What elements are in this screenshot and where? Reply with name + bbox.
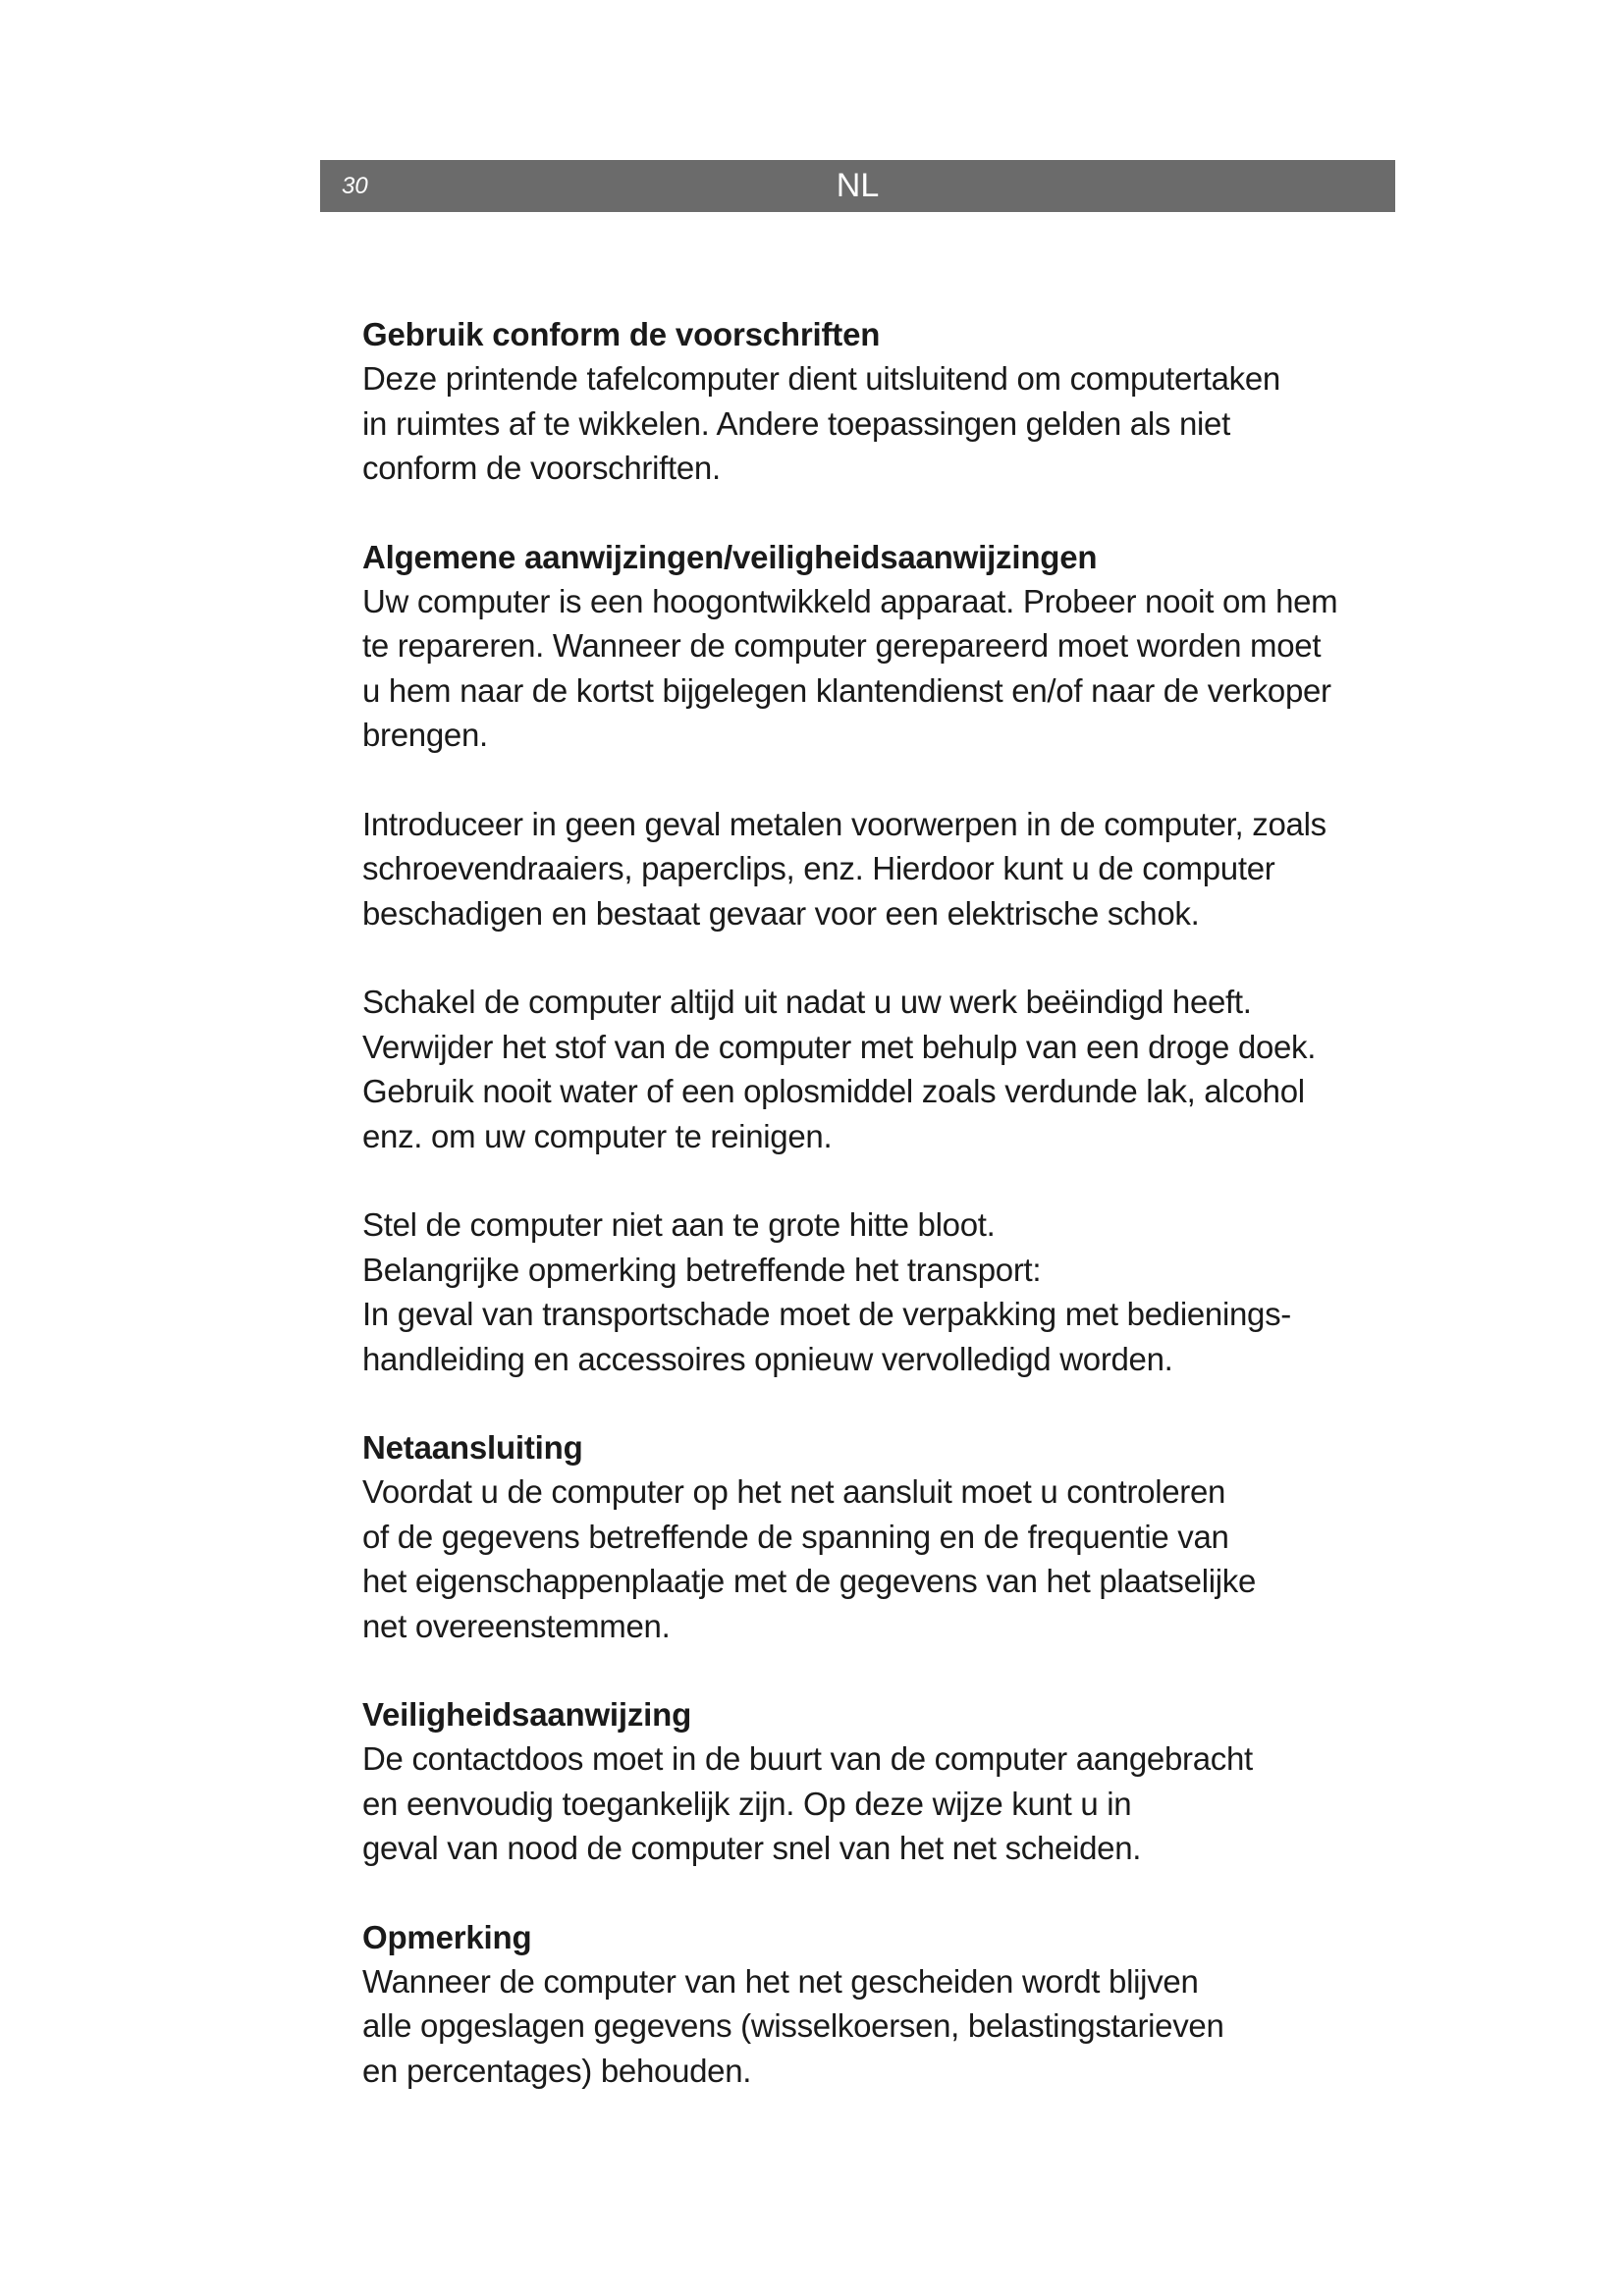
text-line: Stel de computer niet aan te grote hitte bloot. (362, 1206, 996, 1243)
text-line: Wanneer de computer van het net gescheiden wordt blijven (362, 1962, 1199, 2000)
text-line: en percentages) behouden. (362, 2052, 752, 2089)
text-line: Voordat u de computer op het net aansluit moet u controleren (362, 1473, 1226, 1510)
text-line: in ruimtes af te wikkelen. Andere toepassingen gelden als niet (362, 404, 1230, 442)
paragraph (362, 802, 1344, 936)
section-safety-notice (362, 1692, 1344, 1871)
section-heading: Algemene aanwijzingen/veiligheidsaanwijzingen (362, 538, 1098, 575)
text-line: Gebruik nooit water of een oplosmiddel zoals verdunde lak, alcohol (362, 1073, 1305, 1109)
section-heading: Netaansluiting (362, 1429, 583, 1466)
text-line: alle opgeslagen gegevens (wisselkoersen, belastingstarieven (362, 2007, 1224, 2044)
text-line: schroevendraaiers, paperclips, enz. Hierdoor kunt u de computer (362, 850, 1275, 886)
text-line: handleiding en accessoires opnieuw vervolledigd worden. (362, 1340, 1173, 1377)
section-power-connection (362, 1425, 1344, 1648)
text-line: brengen. (362, 717, 488, 753)
page-header-bar (320, 160, 1395, 212)
text-line: Schakel de computer altijd uit nadat u uw werk beëindigd heeft. (362, 984, 1252, 1020)
text-line: net overeenstemmen. (362, 1607, 671, 1644)
text-line: en eenvoudig toegankelijk zijn. Op deze wijze kunt u in (362, 1785, 1132, 1822)
section-heading: Opmerking (362, 1918, 532, 1955)
text-line: u hem naar de kortst bijgelegen klantendienst en/of naar de verkoper (362, 671, 1331, 709)
text-line: Belangrijke opmerking betreffende het transport: (362, 1251, 1042, 1288)
text-line: het eigenschappenplaatje met de gegevens van het plaatselijke (362, 1563, 1257, 1599)
section-heading: Gebruik conform de voorschriften (362, 316, 881, 352)
text-line: of de gegevens betreffende de spanning en de frequentie van (362, 1518, 1229, 1555)
text-line: Introduceer in geen geval metalen voorwerpen in de computer, zoals (362, 805, 1326, 842)
text-line: Verwijder het stof van de computer met behulp van een droge doek. (362, 1028, 1317, 1065)
text-line: De contactdoos moet in de buurt van de computer aangebracht (362, 1740, 1253, 1777)
text-line: Uw computer is een hoogontwikkeld apparaat. Probeer nooit om hem (362, 582, 1338, 619)
text-line: te repareren. Wanneer de computer gerepareerd moet worden moet (362, 627, 1322, 664)
paragraph (362, 1469, 1344, 1648)
document-body (362, 312, 1344, 2137)
text-line: Deze printende tafelcomputer dient uitsluitend om computertaken (362, 360, 1280, 397)
paragraph (362, 356, 1344, 491)
page-number: 30 (342, 173, 368, 199)
language-code: NL (836, 167, 880, 204)
section-safety-instructions (362, 535, 1344, 1382)
text-line: beschadigen en bestaat gevaar voor een elektrische schok. (362, 894, 1200, 932)
text-line: conform de voorschriften. (362, 450, 721, 486)
paragraph (362, 980, 1344, 1158)
text-line: geval van nood de computer snel van het net scheiden. (362, 1830, 1142, 1866)
section-remark (362, 1915, 1344, 2094)
section-heading: Veiligheidsaanwijzing (362, 1696, 692, 1733)
text-line: enz. om uw computer te reinigen. (362, 1117, 833, 1154)
paragraph (362, 1736, 1344, 1871)
section-intended-use (362, 312, 1344, 491)
paragraph (362, 579, 1344, 758)
text-line: In geval van transportschade moet de verpakking met bedienings- (362, 1296, 1291, 1332)
paragraph (362, 1202, 1344, 1381)
paragraph (362, 1959, 1344, 2094)
